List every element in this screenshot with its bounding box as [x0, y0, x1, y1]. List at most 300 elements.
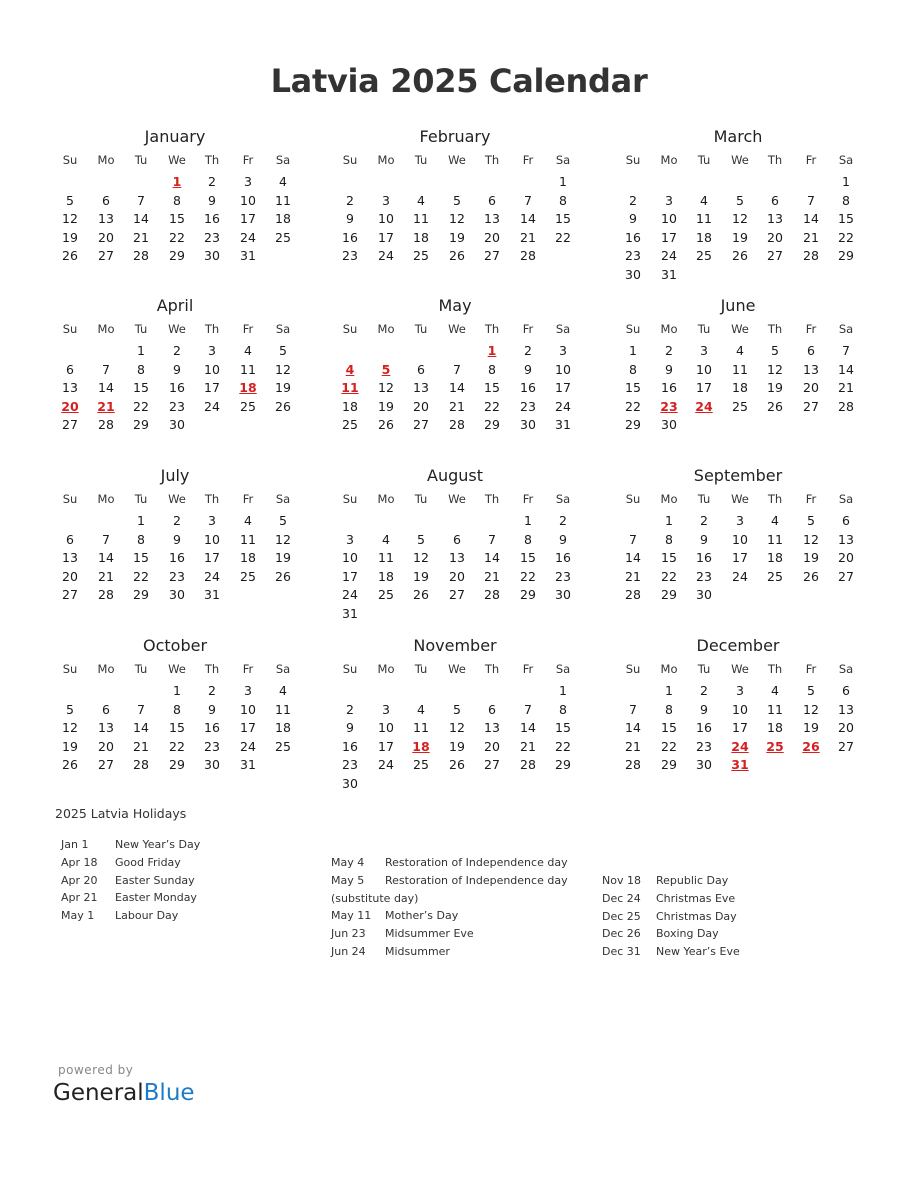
calendar-day: 16	[342, 738, 358, 754]
calendar-day: 31	[240, 248, 256, 263]
weekday-label: Sa	[838, 492, 854, 506]
calendar-day: 6	[102, 192, 110, 208]
calendar-day: 19	[732, 229, 748, 245]
calendar-day: 13	[803, 361, 819, 377]
calendar-day: 7	[629, 531, 637, 547]
calendar-day: 23	[696, 568, 712, 584]
calendar-day: 26	[62, 248, 78, 263]
calendar-day: 24	[555, 398, 571, 414]
calendar-day: 10	[555, 361, 571, 377]
calendar-day: 26	[803, 568, 819, 584]
weekday-label: Tu	[697, 662, 711, 676]
calendar-day: 17	[378, 738, 394, 754]
calendar-day: 30	[625, 266, 641, 282]
calendar-day: 14	[449, 380, 465, 395]
calendar-day: 29	[169, 757, 185, 772]
calendar-day: 1	[524, 513, 532, 528]
weekday-label: Th	[204, 153, 220, 167]
calendar-day: 17	[378, 229, 394, 245]
calendar-day: 14	[98, 380, 114, 395]
calendar-day: 12	[732, 211, 748, 226]
calendar-day: 26	[275, 398, 291, 414]
calendar-day: 11	[240, 361, 256, 377]
calendar-day: 16	[661, 380, 677, 395]
calendar-day: 24	[378, 757, 394, 772]
holiday-name: New Year’s Eve	[656, 945, 740, 959]
calendar-day: 9	[629, 211, 637, 226]
calendar-day: 16	[625, 229, 641, 245]
calendar-day: 20	[62, 568, 78, 584]
calendar-day: 31	[204, 587, 220, 602]
calendar-day: 24	[240, 229, 256, 245]
holiday-date-label: Jan 1	[61, 838, 89, 851]
calendar-day: 8	[173, 192, 181, 208]
weekday-label: Mo	[660, 662, 678, 676]
calendar-day: 5	[807, 683, 815, 698]
weekday-label: Mo	[97, 153, 115, 167]
calendar-day: 28	[98, 587, 114, 602]
calendar-day: 3	[208, 343, 216, 358]
calendar-day: 14	[133, 211, 149, 226]
weekday-label: Sa	[838, 153, 854, 167]
calendar-day: 16	[696, 550, 712, 565]
calendar-day: 23	[204, 229, 220, 245]
weekday-label: Th	[484, 662, 500, 676]
calendar-day: 14	[838, 361, 854, 377]
calendar-day: 30	[555, 587, 571, 602]
calendar-day: 9	[700, 531, 708, 547]
calendar-day: 9	[173, 531, 181, 547]
weekday-label: We	[731, 492, 749, 506]
calendar-day: 6	[488, 701, 496, 717]
calendar-day: 5	[453, 701, 461, 717]
calendar-day: 19	[413, 568, 429, 584]
calendar-day: 15	[661, 720, 677, 735]
calendar-day: 24	[342, 587, 358, 602]
calendar-day: 3	[382, 192, 390, 208]
calendar-day: 14	[520, 211, 536, 226]
calendar-day: 4	[382, 531, 390, 547]
calendar-day: 13	[62, 550, 78, 565]
calendar-day: 2	[700, 683, 708, 698]
weekday-label: Mo	[377, 662, 395, 676]
holiday-date: 23	[660, 398, 678, 414]
calendar-day: 5	[453, 192, 461, 208]
holiday-date: 11	[341, 380, 359, 395]
holiday-name: Restoration of Independence day	[385, 856, 568, 869]
weekday-label: Fr	[522, 662, 534, 676]
calendar-day: 16	[520, 380, 536, 395]
weekday-label: Su	[62, 662, 78, 676]
weekday-label: We	[731, 153, 749, 167]
calendar-day: 21	[520, 738, 536, 754]
calendar-day: 18	[378, 568, 394, 584]
holiday-date: 24	[731, 738, 749, 754]
calendar-day: 5	[807, 513, 815, 528]
calendar-day: 30	[520, 417, 536, 432]
weekday-label: Th	[484, 492, 500, 506]
calendar-day: 2	[346, 701, 354, 717]
weekday-label: Mo	[97, 322, 115, 336]
calendar-day: 11	[413, 720, 429, 735]
calendar-day: 21	[484, 568, 500, 584]
calendar-day: 28	[484, 587, 500, 602]
calendar-day: 31	[555, 417, 571, 432]
calendar-day: 22	[169, 229, 185, 245]
weekday-label: Sa	[275, 322, 291, 336]
calendar-day: 23	[555, 568, 571, 584]
calendar-day: 8	[173, 701, 181, 717]
calendar-day: 1	[173, 683, 181, 698]
month-name: December	[696, 636, 780, 655]
holiday-date-label: May 11	[331, 909, 372, 923]
calendar-day: 16	[169, 380, 185, 395]
holiday-note: (substitute day)	[331, 891, 419, 905]
calendar-day: 28	[449, 417, 465, 432]
calendar-day: 31	[342, 605, 358, 621]
holiday-name: Easter Monday	[115, 891, 197, 905]
calendar-day: 8	[559, 192, 567, 208]
calendar-day: 12	[449, 211, 465, 226]
calendar-day: 26	[378, 417, 394, 432]
calendar-day: 12	[275, 531, 291, 547]
calendar-day: 5	[736, 192, 744, 208]
holiday-date: 18	[239, 380, 257, 395]
calendar-day: 16	[342, 229, 358, 245]
calendar-day: 8	[665, 701, 673, 717]
calendar-day: 6	[66, 531, 74, 547]
calendar-day: 23	[204, 738, 220, 754]
calendar-day: 20	[413, 398, 429, 414]
calendar-day: 22	[133, 398, 149, 414]
calendar-day: 20	[803, 380, 819, 395]
weekday-label: Su	[62, 322, 78, 336]
calendar-day: 11	[413, 211, 429, 226]
calendar-day: 12	[449, 720, 465, 735]
weekday-label: We	[448, 322, 466, 336]
weekday-label: Su	[625, 492, 641, 506]
holiday-name: Christmas Day	[656, 909, 737, 923]
holiday-date: 21	[97, 398, 115, 414]
calendar-day: 27	[838, 568, 854, 584]
calendar-day: 5	[279, 343, 287, 358]
calendar-day: 25	[275, 229, 291, 245]
calendar-day: 22	[555, 738, 571, 754]
calendar-day: 19	[767, 380, 783, 395]
calendar-day: 16	[169, 550, 185, 565]
calendar-day: 10	[342, 550, 358, 565]
weekday-label: Th	[484, 322, 500, 336]
calendar-day: 18	[275, 211, 291, 226]
calendar-day: 30	[696, 757, 712, 772]
calendar-day: 19	[275, 550, 291, 565]
calendar-day: 19	[62, 229, 78, 245]
weekday-label: Su	[625, 662, 641, 676]
month-name: May	[438, 296, 472, 315]
weekday-label: Th	[204, 322, 220, 336]
calendar-day: 18	[275, 720, 291, 735]
calendar-day: 17	[661, 229, 677, 245]
weekday-label: Mo	[97, 492, 115, 506]
calendar-day: 1	[559, 174, 567, 189]
calendar-day: 19	[378, 398, 394, 414]
holiday-name: Labour Day	[115, 909, 179, 923]
calendar-day: 19	[449, 229, 465, 245]
calendar-day: 16	[204, 720, 220, 735]
weekday-label: Mo	[97, 662, 115, 676]
holiday-date: 26	[802, 738, 820, 754]
holiday-date: 1	[172, 174, 182, 189]
holiday-date-label: Apr 20	[61, 873, 98, 887]
weekday-label: Sa	[555, 662, 571, 676]
weekday-label: Su	[342, 322, 358, 336]
weekday-label: We	[168, 662, 186, 676]
calendar-day: 12	[803, 701, 819, 717]
calendar-day: 5	[771, 343, 779, 358]
calendar-day: 12	[803, 531, 819, 547]
holiday-date: 24	[695, 398, 713, 414]
calendar-day: 20	[838, 720, 854, 735]
calendar-day: 22	[520, 568, 536, 584]
calendar-day: 1	[137, 513, 145, 528]
calendar-day: 13	[449, 550, 465, 565]
weekday-label: Tu	[414, 153, 428, 167]
weekday-label: Mo	[660, 153, 678, 167]
holiday-name: Republic Day	[656, 874, 729, 887]
calendar-day: 7	[807, 192, 815, 208]
calendar-day: 25	[732, 398, 748, 414]
weekday-label: Th	[484, 153, 500, 167]
calendar-day: 2	[208, 174, 216, 189]
calendar-day: 7	[453, 361, 461, 377]
holiday-name: Mother’s Day	[385, 909, 459, 923]
weekday-label: We	[448, 492, 466, 506]
calendar-day: 26	[449, 248, 465, 263]
calendar-day: 9	[208, 192, 216, 208]
weekday-label: Fr	[242, 662, 254, 676]
calendar-day: 4	[417, 192, 425, 208]
holiday-date: 31	[731, 757, 749, 772]
calendar-day: 2	[346, 192, 354, 208]
weekday-label: Sa	[838, 322, 854, 336]
calendar-day: 27	[98, 757, 114, 772]
calendar-day: 10	[240, 192, 256, 208]
calendar-day: 15	[133, 550, 149, 565]
calendar-day: 11	[732, 361, 748, 377]
calendar-day: 3	[244, 683, 252, 698]
calendar-day: 8	[559, 701, 567, 717]
holiday-date: 4	[345, 361, 355, 377]
calendar-day: 15	[838, 211, 854, 226]
calendar-day: 25	[413, 757, 429, 772]
calendar-day: 29	[661, 587, 677, 602]
weekday-label: Su	[625, 153, 641, 167]
weekday-label: Tu	[134, 662, 148, 676]
month-name: March	[713, 127, 763, 146]
calendar-day: 15	[133, 380, 149, 395]
calendar-day: 4	[244, 513, 252, 528]
calendar-day: 3	[736, 683, 744, 698]
holiday-date-label: May 5	[331, 873, 365, 887]
calendar-day: 11	[240, 531, 256, 547]
calendar-day: 24	[378, 248, 394, 263]
brand-blue: Blue	[143, 1080, 195, 1106]
calendar-day: 4	[771, 513, 779, 528]
calendar-day: 21	[98, 568, 114, 584]
weekday-label: Fr	[805, 662, 817, 676]
weekday-label: Tu	[697, 322, 711, 336]
calendar-day: 7	[629, 701, 637, 717]
holiday-date: 25	[766, 738, 784, 754]
calendar-day: 3	[665, 192, 673, 208]
calendar-day: 29	[838, 248, 854, 263]
calendar-day: 13	[413, 380, 429, 395]
calendar-day: 28	[838, 398, 854, 414]
calendar-day: 13	[838, 701, 854, 717]
calendar-day: 14	[133, 720, 149, 735]
calendar-day: 15	[169, 720, 185, 735]
calendar-day: 29	[661, 757, 677, 772]
holiday-name: New Year’s Day	[115, 838, 201, 851]
calendar-day: 20	[484, 229, 500, 245]
holiday-date: 18	[412, 738, 430, 754]
calendar-day: 19	[803, 720, 819, 735]
calendar-day: 11	[696, 211, 712, 226]
calendar-day: 20	[767, 229, 783, 245]
calendar-day: 28	[803, 248, 819, 263]
calendar-day: 29	[133, 417, 149, 432]
calendar-day: 10	[661, 211, 677, 226]
calendar-day: 28	[133, 248, 149, 263]
weekday-label: We	[448, 153, 466, 167]
calendar-day: 30	[204, 757, 220, 772]
calendar-day: 9	[173, 361, 181, 377]
calendar-day: 11	[378, 550, 394, 565]
calendar-day: 6	[488, 192, 496, 208]
calendar-day: 13	[767, 211, 783, 226]
calendar-day: 25	[240, 568, 256, 584]
weekday-label: Tu	[414, 492, 428, 506]
calendar-day: 17	[555, 380, 571, 395]
holiday-name: Easter Sunday	[115, 873, 195, 887]
calendar-day: 7	[524, 701, 532, 717]
weekday-label: Sa	[555, 492, 571, 506]
calendar-day: 17	[732, 720, 748, 735]
calendar-day: 30	[169, 587, 185, 602]
calendar-day: 6	[417, 361, 425, 377]
calendar-day: 3	[559, 343, 567, 358]
calendar-day: 1	[842, 174, 850, 189]
holiday-date-label: Nov 18	[602, 874, 641, 887]
weekday-label: Tu	[134, 322, 148, 336]
calendar-day: 14	[625, 550, 641, 565]
calendar-day: 27	[803, 398, 819, 414]
weekday-label: Fr	[805, 492, 817, 506]
holiday-date-label: Dec 25	[602, 909, 641, 923]
calendar-day: 12	[378, 380, 394, 395]
calendar-day: 2	[700, 513, 708, 528]
holiday-name: Boxing Day	[656, 927, 719, 941]
calendar-day: 14	[98, 550, 114, 565]
calendar-day: 2	[559, 513, 567, 528]
calendar-day: 29	[169, 248, 185, 263]
calendar-day: 24	[732, 568, 748, 584]
weekday-label: Fr	[242, 322, 254, 336]
weekday-label: We	[168, 492, 186, 506]
calendar-day: 22	[484, 398, 500, 414]
calendar-day: 21	[625, 568, 641, 584]
calendar-day: 11	[767, 531, 783, 547]
calendar-day: 10	[378, 720, 394, 735]
calendar-day: 4	[736, 343, 744, 358]
calendar-day: 14	[803, 211, 819, 226]
calendar-day: 29	[484, 417, 500, 432]
holiday-date-label: Apr 18	[61, 855, 98, 869]
calendar-day: 3	[208, 513, 216, 528]
calendar-day: 25	[342, 417, 358, 432]
month-name: September	[693, 466, 783, 485]
calendar-day: 21	[520, 229, 536, 245]
calendar-day: 4	[771, 683, 779, 698]
calendar-day: 1	[559, 683, 567, 698]
calendar-day: 23	[625, 248, 641, 263]
calendar-day: 21	[803, 229, 819, 245]
powered-by-label: powered by	[58, 1063, 134, 1077]
weekday-label: Th	[767, 322, 783, 336]
holiday-date: 1	[487, 343, 497, 358]
weekday-label: Su	[62, 492, 78, 506]
calendar-day: 21	[449, 398, 465, 414]
calendar-day: 11	[275, 701, 291, 717]
calendar-day: 10	[732, 531, 748, 547]
calendar-day: 30	[204, 248, 220, 263]
calendar-day: 9	[665, 361, 673, 377]
calendar-day: 4	[279, 683, 287, 698]
calendar-day: 4	[417, 701, 425, 717]
calendar-day: 12	[767, 361, 783, 377]
calendar-day: 21	[838, 380, 854, 395]
calendar-day: 27	[62, 587, 78, 602]
calendar-day: 28	[98, 417, 114, 432]
calendar-day: 18	[696, 229, 712, 245]
holiday-date-label: Jun 24	[331, 945, 366, 958]
calendar-day: 1	[137, 343, 145, 358]
calendar-day: 28	[520, 248, 536, 263]
calendar-day: 18	[240, 550, 256, 565]
calendar-day: 24	[240, 738, 256, 754]
weekday-label: Mo	[660, 492, 678, 506]
calendar-day: 25	[240, 398, 256, 414]
calendar-day: 13	[484, 720, 500, 735]
holiday-date-label: May 4	[331, 856, 365, 869]
weekday-label: Th	[767, 662, 783, 676]
calendar-day: 7	[102, 361, 110, 377]
holiday-name: Christmas Eve	[656, 891, 736, 905]
calendar-day: 20	[98, 229, 114, 245]
calendar-day: 22	[555, 229, 571, 245]
calendar-day: 20	[838, 550, 854, 565]
calendar-day: 18	[767, 550, 783, 565]
weekday-label: Fr	[522, 492, 534, 506]
calendar-day: 5	[66, 701, 74, 717]
calendar-day: 3	[346, 531, 354, 547]
calendar-day: 8	[524, 531, 532, 547]
calendar-day: 9	[346, 211, 354, 226]
calendar-day: 9	[524, 361, 532, 377]
weekday-label: We	[731, 322, 749, 336]
calendar-day: 18	[767, 720, 783, 735]
weekday-label: Th	[767, 153, 783, 167]
